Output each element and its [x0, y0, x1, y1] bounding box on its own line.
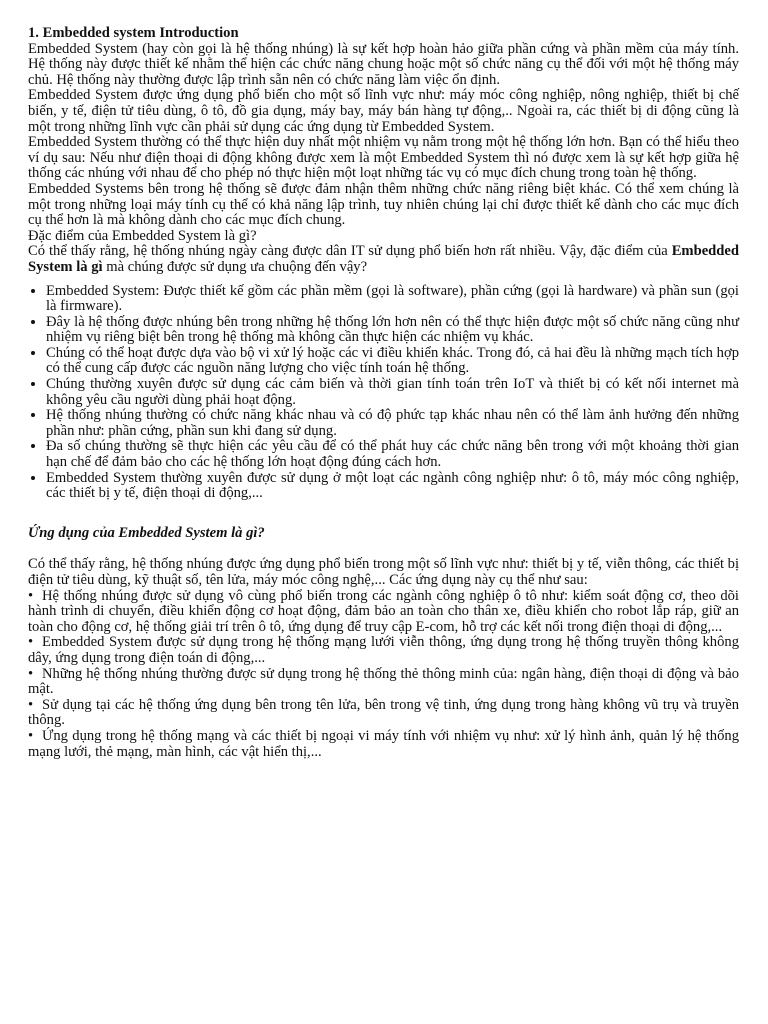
applications-list-item [28, 589, 739, 636]
applications-heading: Ứng dụng của Embedded System là gì? [28, 524, 265, 541]
applications-intro: Có thể thấy rằng, hệ thống nhúng được ứng dụng phổ biến trong một số lĩnh vực như: thiết bị y tế, viễn thông, các thiết bị điện tử tiêu dùng, kỹ thuật số, tên lửa, máy móc công nghệ,... Các ứng dụng này cụ thể như sau: [28, 556, 739, 588]
features-question: Đặc điểm của Embedded System là gì? [28, 227, 257, 244]
features-list-item: • Embedded System: Được thiết kế gồm các phần mềm (gọi là software), phần cứng (gọi là hardware) và phần sun (gọi là firmware). [46, 284, 739, 315]
features-lead-paragraph [28, 244, 739, 275]
intro-paragraph: Embedded System thường có thể thực hiện duy nhất một nhiệm vụ nằm trong một hệ thống lớn hơn. Bạn có thể hiểu theo ví dụ sau: Nếu như điện thoại di động không được xem là một Embedded System thì nó được xem là sự kết hợp giữa hệ thống các nhúng với nhau để cho phép nó thực hiện một loạt những tác vụ có mục đích chung trong toàn hệ thống. [28, 134, 739, 182]
applications-item-text: Những hệ thống nhúng thường được sử dụng trong hệ thống thẻ thông minh của: ngân hàng, điện thoại di động và bảo mật. [28, 665, 739, 698]
features-list-item: • Chúng có thể hoạt được dựa vào bộ vi xử lý hoặc các vi điều khiển khác. Trong đó, cả hai đều là những mạch tích hợp có thể cung cấp được các nguồn năng lượng cho việc tính toán hệ thống. [46, 346, 739, 377]
intro-paragraph: Embedded Systems bên trong hệ thống sẽ được đảm nhận thêm những chức năng riêng biệt khác. Có thể xem chúng là một trong những loại máy tính cụ thể có khả năng lập trình, tuy nhiên chúng lại chỉ được thiết kế dành cho các mục đích cụ thể hơn là mà không dành cho các mục đích chung. [28, 180, 739, 229]
features-list-item: • Embedded System thường xuyên được sử dụng ở một loạt các ngành công nghiệp như: ô tô, máy móc công nghiệp, các thiết bị y tế, điện thoại di động,... [46, 471, 739, 502]
bullet-icon: • [28, 665, 34, 682]
applications-list [28, 589, 739, 761]
applications-item-text: Hệ thống nhúng được sử dụng vô cùng phổ biến trong các ngành công nghiệp ô tô như: kiểm soát động cơ, theo dõi hành trình di chuyển, điều khiển động cơ hoạt động, đảm bảo an toàn cho thân xe, điều khiển cho robot lắp ráp, giữ an toàn cho động cơ, hệ thống giải trí trên ô tô, ứng dụng để truy cập E-com, hỗ trợ các kết nối trong điện thoại di động,... [28, 587, 739, 635]
features-list-item: • Đa số chúng thường sẽ thực hiện các yêu cầu để có thể phát huy các chức năng bên trong với một khoảng thời gian hạn chế để đảm bảo cho các hệ thống lớn hoạt động đúng cách hơn. [46, 439, 739, 470]
features-list [28, 284, 739, 502]
features-lead-text: Có thể thấy rằng, hệ thống nhúng ngày càng được dân IT sử dụng phổ biến hơn rất nhiều. Vậy, đặc điểm của [28, 243, 672, 260]
bullet-icon: • [28, 727, 34, 744]
intro-paragraph: Embedded System được ứng dụng phổ biến cho một số lĩnh vực như: máy móc công nghiệp, nông nghiệp, thiết bị chế biến, y tế, điện tử tiêu dùng, ô tô, đồ gia dụng, máy bay, máy bán hàng tự động,.. Ngoài ra, các thiết bị di động cũng là một trong những lĩnh vực cần phải sử dụng các ứng dụng từ Embedded System. [28, 87, 739, 135]
intro-paragraph: Embedded System (hay còn gọi là hệ thống nhúng) là sự kết hợp hoàn hảo giữa phần cứng và phần mềm của máy tính. Hệ thống này được thiết kế nhằm thể hiện các chức năng chung hoặc một số chức năng cụ thể đối với một hệ thống máy chủ. Hệ thống này thường được lập trình sẵn nên có chức năng làm việc ổn định. [28, 40, 739, 88]
features-lead-text-end: mà chúng được sử dụng ưa chuộng đến vậy? [102, 258, 368, 275]
bullet-icon: • [28, 696, 34, 713]
applications-item-text: Embedded System được sử dụng trong hệ thống mạng lưới viễn thông, ứng dụng trong hệ thống truyền thông không dây, ứng dụng trong điện toán di động,... [28, 634, 739, 666]
features-lead-bold: Embedded System là gì [28, 243, 739, 275]
applications-list-item [28, 698, 739, 729]
bullet-icon: • [28, 587, 34, 604]
section-title: 1. Embedded system Introduction [28, 25, 239, 41]
features-list-item: • Đây là hệ thống được nhúng bên trong những hệ thống lớn hơn nên có thể thực hiện được một số chức năng cũng như nhiệm vụ riêng biệt bên trong hệ thống mà không cần thực hiện các nhiệm vụ khác. [46, 315, 739, 346]
features-list-item: • Chúng thường xuyên được sử dụng các cảm biến và thời gian tính toán trên IoT và thiết bị có kết nối internet mà không yêu cầu người dùng phải hoạt động. [46, 377, 739, 408]
applications-list-item [28, 635, 739, 666]
applications-item-text: Sử dụng tại các hệ thống ứng dụng bên trong tên lửa, bên trong vệ tinh, ứng dụng trong hàng không vũ trụ và truyền thông. [28, 696, 739, 729]
applications-item-text: Ứng dụng trong hệ thống mạng và các thiết bị ngoại vi máy tính với nhiệm vụ như: xử lý hình ảnh, quản lý hệ thống mạng lưới, thẻ mạng, màn hình, các vật hiển thị,... [28, 727, 739, 760]
applications-list-item [28, 729, 739, 760]
bullet-icon: • [28, 634, 34, 651]
features-list-item: • Hệ thống nhúng thường có chức năng khác nhau và có độ phức tạp khác nhau nên có thể làm ảnh hưởng đến những phần như: phần cứng, phần sun khi đang sử dụng. [46, 408, 739, 439]
applications-list-item [28, 667, 739, 698]
